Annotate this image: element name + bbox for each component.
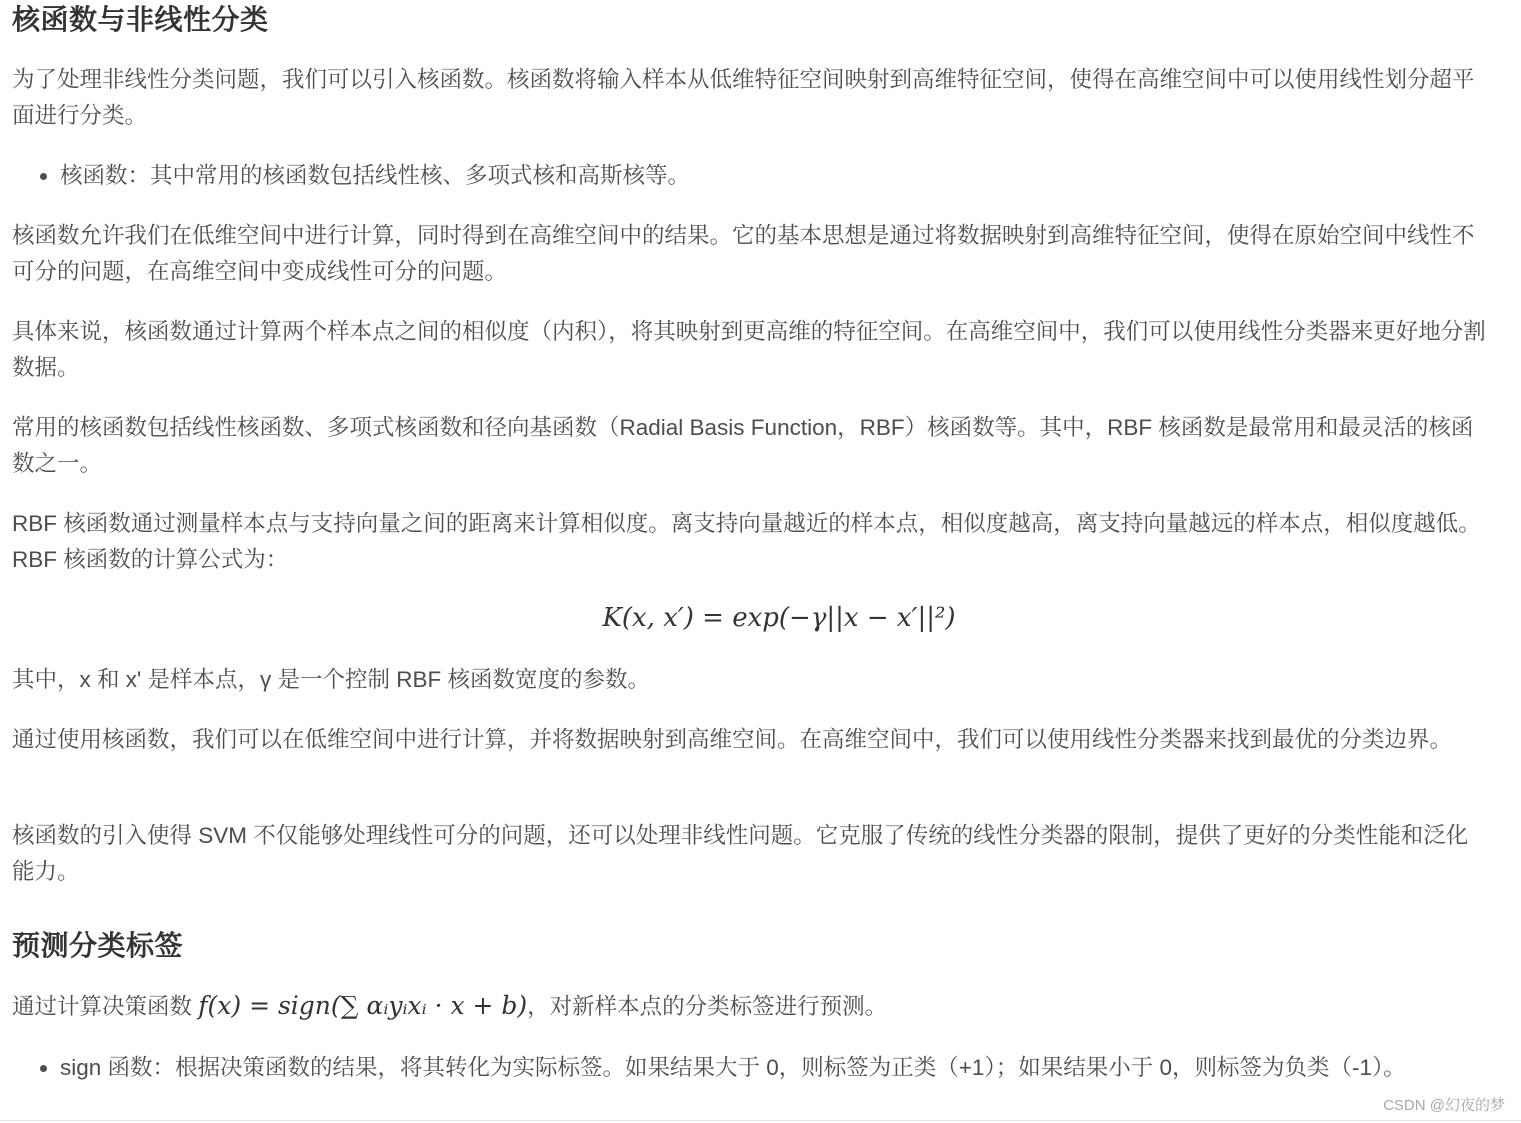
page-bottom-divider	[0, 1120, 1521, 1121]
paragraph-common-kernels: 常用的核函数包括线性核函数、多项式核函数和径向基函数（Radial Basis Function，RBF）核函数等。其中，RBF 核函数是最常用和最灵活的核函数之一。	[12, 415, 1474, 476]
paragraph-kernel-idea: 核函数允许我们在低维空间中进行计算，同时得到在高维空间中的结果。它的基本思想是通过将数据映射到高维特征空间，使得在原始空间中线性不可分的问题，在高维空间中变成线性可分的问题。	[12, 223, 1475, 284]
paragraph-rbf-params: 其中，x 和 x' 是样本点，γ 是一个控制 RBF 核函数宽度的参数。	[12, 667, 651, 692]
paragraph-rbf: RBF 核函数通过测量样本点与支持向量之间的距离来计算相似度。离支持向量越近的样本点，相似度越高，离支持向量越远的样本点，相似度越低。RBF 核函数的计算公式为：	[12, 511, 1481, 572]
section-heading-kernel: 核函数与非线性分类	[12, 4, 269, 35]
section-heading-predict: 预测分类标签	[12, 930, 184, 961]
watermark: CSDN @幻夜的梦	[1383, 1097, 1505, 1114]
paragraph-kernel-detail: 具体来说，核函数通过计算两个样本点之间的相似度（内积），将其映射到更高维的特征空间。在高维空间中，我们可以使用线性分类器来更好地分割数据。	[12, 319, 1486, 380]
list-item: sign 函数：根据决策函数的结果，将其转化为实际标签。如果结果大于 0，则标签为正类（+1）；如果结果小于 0，则标签为负类（-1）。	[60, 1050, 1460, 1086]
paragraph-kernel-summary: 通过使用核函数，我们可以在低维空间中进行计算，并将数据映射到高维空间。在高维空间中，我们可以使用线性分类器来找到最优的分类边界。	[12, 727, 1453, 752]
rbf-formula: K(x, x′) = exp(−γ||x − x′||²)	[602, 603, 956, 633]
paragraph-intro: 为了处理非线性分类问题，我们可以引入核函数。核函数将输入样本从低维特征空间映射到高维特征空间，使得在高维空间中可以使用线性划分超平面进行分类。	[12, 67, 1475, 128]
decision-text-after: ，对新样本点的分类标签进行预测。	[527, 994, 888, 1019]
paragraph-svm-benefit: 核函数的引入使得 SVM 不仅能够处理线性可分的问题，还可以处理非线性问题。它克服了传统的线性分类器的限制，提供了更好的分类性能和泛化能力。	[12, 823, 1469, 884]
list-item: 核函数：其中常用的核函数包括线性核、多项式核和高斯核等。	[60, 158, 1486, 194]
bullet-list-sign	[12, 1050, 1460, 1086]
bullet-list-kernel	[12, 158, 1486, 194]
paragraph-decision-function	[12, 988, 1486, 1025]
decision-formula: f(x) = sign(∑ αᵢyᵢxᵢ · x + b)	[198, 991, 528, 1020]
decision-text-before: 通过计算决策函数	[12, 994, 199, 1019]
